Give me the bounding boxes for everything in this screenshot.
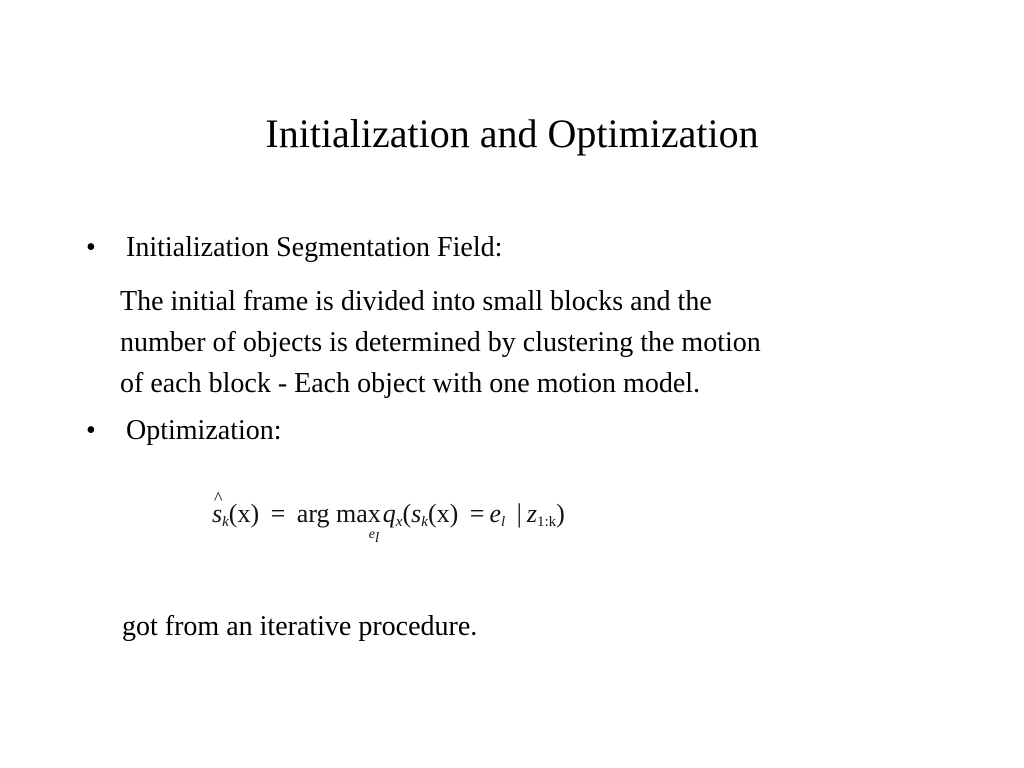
bullet-item-initialization: [86, 230, 502, 266]
optimization-equation: [212, 492, 702, 562]
equation-argmax: [296, 492, 381, 546]
equation-inner-equals: =: [469, 499, 485, 528]
equation-e-sub: l: [500, 514, 506, 530]
equation-q-sub: x: [395, 514, 403, 530]
equation-inner-arg: (x): [427, 499, 459, 528]
equation-inner-s: s: [411, 499, 422, 528]
body-line: of each block - Each object with one motion model.: [120, 368, 701, 399]
argmax-label: arg max: [296, 499, 381, 528]
body-line: number of objects is determined by clustering the motion: [120, 327, 761, 358]
bullet-marker: •: [86, 415, 96, 446]
bullet-heading: Optimization:: [126, 415, 282, 446]
equation-z-sub: 1:k: [537, 514, 557, 530]
body-line: The initial frame is divided into small blocks and the: [120, 286, 712, 317]
bullet-marker: •: [86, 232, 96, 263]
equation-inner-s-sub: k: [421, 514, 428, 530]
footer-text: got from an iterative procedure.: [122, 611, 478, 642]
equation-e-symbol: e: [489, 499, 501, 528]
argmax-subscript: $e_l$: [368, 527, 380, 546]
equation-close-paren: ): [556, 499, 565, 528]
bullet-heading: Initialization Segmentation Field:: [126, 232, 503, 263]
bullet-item-optimization: [86, 413, 282, 449]
equation-equals: =: [270, 499, 286, 528]
equation-open-paren: (: [402, 499, 412, 528]
equation-given-bar: |: [516, 499, 522, 528]
equation-lhs-arg: (x): [228, 499, 260, 528]
bullet-body-paragraph: [120, 281, 926, 404]
equation-z-symbol: z: [526, 499, 537, 528]
equation-lhs-sub: k: [222, 514, 229, 530]
equation-q-symbol: q: [382, 499, 396, 528]
slide-title: Initialization and Optimization: [265, 111, 759, 156]
equation-lhs-symbol: ^ s: [212, 492, 222, 536]
